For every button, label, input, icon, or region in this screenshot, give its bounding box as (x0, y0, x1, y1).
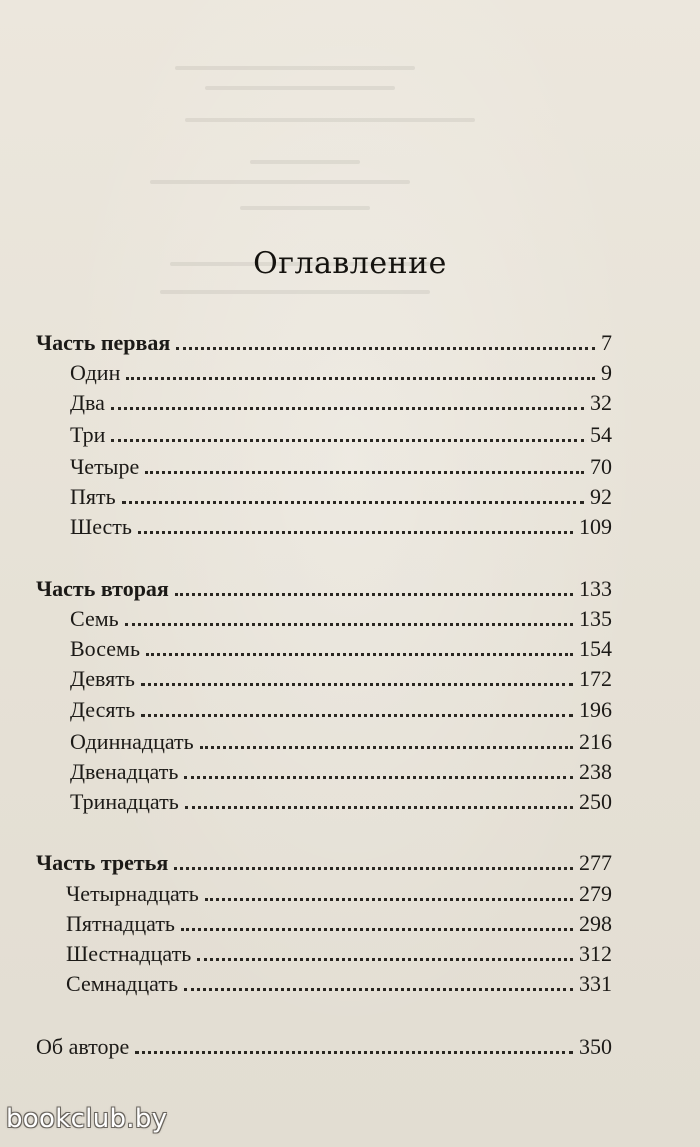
show-through-line (205, 86, 395, 90)
toc-chapter-label: Один (70, 360, 121, 385)
toc-page-number: 279 (579, 881, 612, 906)
dot-leader (197, 958, 573, 961)
toc-page-number: 350 (579, 1034, 612, 1059)
toc-part-1 (36, 330, 612, 356)
show-through-line (175, 66, 415, 70)
dot-leader (175, 593, 573, 596)
toc-about-label: Об авторе (36, 1034, 130, 1059)
dot-leader (181, 928, 573, 931)
toc-chapter-label: Пятнадцать (66, 911, 175, 936)
toc-page-number: 9 (601, 360, 612, 385)
toc-about-author (36, 1034, 612, 1060)
toc-page-number: 250 (579, 789, 612, 814)
show-through-line (150, 180, 410, 184)
show-through-line (160, 290, 430, 294)
toc-chapter (70, 666, 612, 692)
dot-leader (184, 988, 573, 991)
dot-leader (200, 746, 573, 749)
page-title: Оглавление (253, 246, 447, 282)
dot-leader (125, 623, 573, 626)
toc-page-number: 109 (579, 514, 612, 539)
dot-leader (135, 1051, 573, 1054)
toc-chapter (66, 911, 612, 937)
toc-chapter-label: Тринадцать (70, 789, 179, 814)
toc-chapter (66, 941, 612, 967)
toc-chapter-label: Два (70, 390, 105, 415)
toc-chapter (66, 881, 612, 907)
toc-chapter (70, 606, 612, 632)
toc-page-number: 196 (579, 697, 612, 722)
toc-chapter (70, 390, 612, 416)
toc-chapter (70, 514, 612, 540)
toc-page-number: 32 (590, 390, 612, 415)
toc-page-number: 133 (579, 576, 612, 601)
toc-chapter (70, 759, 612, 785)
toc-page-number: 7 (601, 330, 612, 355)
dot-leader (111, 439, 584, 442)
watermark: bookclub.by (6, 1104, 168, 1134)
toc-chapter (70, 360, 612, 386)
toc-page-number: 172 (579, 666, 612, 691)
toc-chapter (66, 971, 612, 997)
toc-chapter-label: Шестнадцать (66, 941, 192, 966)
dot-leader (138, 531, 573, 534)
toc-chapter (70, 697, 612, 723)
toc-chapter (70, 484, 612, 510)
dot-leader (185, 806, 573, 809)
toc-chapter-label: Двенадцать (70, 759, 179, 784)
dot-leader (126, 377, 595, 380)
toc-part-label: Часть третья (36, 850, 169, 875)
toc-page-number: 277 (579, 850, 612, 875)
toc-page-number: 298 (579, 911, 612, 936)
toc-page-number: 238 (579, 759, 612, 784)
toc-part-2 (36, 576, 612, 602)
toc-page-number: 312 (579, 941, 612, 966)
dot-leader (174, 867, 573, 870)
toc-page-number: 92 (590, 484, 612, 509)
dot-leader (122, 501, 584, 504)
dot-leader (205, 898, 573, 901)
toc-page-number: 331 (579, 971, 612, 996)
toc-chapter (70, 636, 612, 662)
dot-leader (141, 683, 573, 686)
toc-chapter-label: Шесть (70, 514, 132, 539)
toc-chapter-label: Восемь (70, 636, 140, 661)
dot-leader (184, 776, 573, 779)
dot-leader (111, 407, 584, 410)
toc-chapter-label: Семь (70, 606, 119, 631)
toc-part-label: Часть вторая (36, 576, 169, 601)
toc-page-number: 216 (579, 729, 612, 754)
toc-chapter-label: Десять (70, 697, 136, 722)
toc-chapter-label: Четырнадцать (66, 881, 199, 906)
toc-page-number: 135 (579, 606, 612, 631)
toc-page-number: 54 (590, 422, 612, 447)
toc-chapter-label: Четыре (70, 454, 140, 479)
dot-leader (145, 471, 584, 474)
toc-chapter-label: Семнадцать (66, 971, 178, 996)
toc-chapter-label: Одиннадцать (70, 729, 194, 754)
toc-part-label: Часть первая (36, 330, 171, 355)
toc-chapter (70, 422, 612, 448)
show-through-line (250, 160, 360, 164)
toc-part-3 (36, 850, 612, 876)
toc-chapter-label: Девять (70, 666, 135, 691)
toc-chapter (70, 789, 612, 815)
toc-page-number: 70 (590, 454, 612, 479)
show-through-line (240, 206, 370, 210)
dot-leader (141, 714, 573, 717)
toc-chapter (70, 454, 612, 480)
toc-chapter-label: Пять (70, 484, 116, 509)
dot-leader (176, 347, 595, 350)
toc-page-number: 154 (579, 636, 612, 661)
dot-leader (146, 653, 573, 656)
toc-chapter (70, 729, 612, 755)
toc-chapter-label: Три (70, 422, 106, 447)
show-through-line (185, 118, 475, 122)
